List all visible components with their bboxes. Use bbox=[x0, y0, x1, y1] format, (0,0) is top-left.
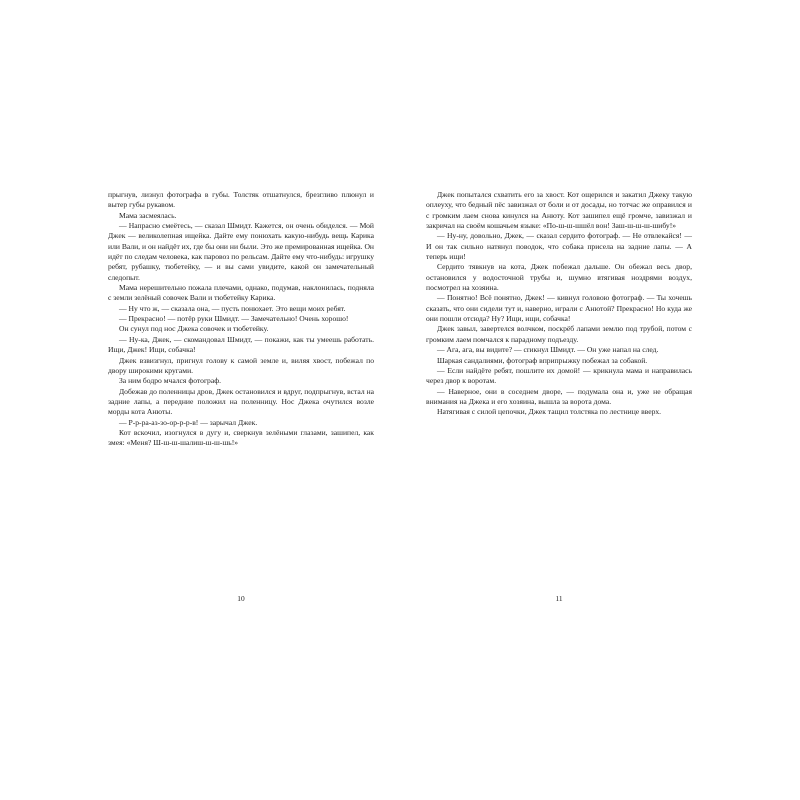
paragraph: — Если найдёте ребят, пошлите их домой! — крикнула мама и направилась через двор к воротам. bbox=[426, 365, 692, 386]
paragraph: — Понятно! Всё понятно, Джек! — кивнул головою фотограф. — Ты хочешь сказать, что они сидели тут и, наверно, играли с Анютой? Прекрасно! Но куда же они пошли отсюда? Ну? Ищи, ищи, собачка! bbox=[426, 293, 692, 324]
paragraph: — Ну-ну, довольно, Джек, — сказал сердито фотограф. — Не отвлекайся! — И он так сильно натянул поводок, что собака присела на задние лапы. — А теперь ищи! bbox=[426, 231, 692, 262]
paragraph: — Наверное, они в соседнем дворе, — подумала она и, уже не обращая внимания на Джека и его хозяина, вышла за ворота дома. bbox=[426, 386, 692, 406]
paragraph: За ним бодро мчался фотограф. bbox=[119, 376, 222, 386]
paragraph: Мама засмеялась. bbox=[119, 210, 177, 220]
page-number-right: 11 bbox=[555, 594, 563, 603]
two-page-spread bbox=[108, 190, 692, 620]
paragraph: Джек попытался схватить его за хвост. Кот ощерился и закатил Джеку такую оплеуху, что бедный пёс завизжал от боли и от досады, но тотчас же оправился и с громким лаем снова кинулся на Анюту. Кот зашипел ещё громче, завизжал и закричал на своём кошачьем языке: «По-ш-ш-шшёл вон! Заш-ш-ш-ш-шибу!» bbox=[426, 190, 692, 231]
paragraph: — Р-р-ра-аз-зо-ор-р-р-в! — зарычал Джек. bbox=[119, 417, 258, 427]
paragraph: — Ну-ка, Джек, — скомандовал Шмидт, — покажи, как ты умеешь работать. Ищи, Джек! Ищи, собачка! bbox=[108, 334, 374, 355]
page-right bbox=[426, 190, 692, 603]
paragraph: — Ага, ага, вы видите? — crикнул Шмидт. — Он уже напал на след. bbox=[437, 345, 659, 355]
paragraph: Мама нерешительно пожала плечами, однако, подумав, наклонилась, подняла с земли зелёный совочек Вали и тюбетейку Карика. bbox=[108, 283, 374, 303]
paragraph: Добежав до поленницы дров, Джек остановился и вдруг, подпрыгнув, встал на задние лапы, а передние положил на поленницу. Нос Джека очутился возле морды кота Анюты. bbox=[108, 386, 374, 417]
paragraph: Сердито тявкнув на кота, Джек побежал дальше. Он обежал весь двор, остановился у водосточной трубы и, шумно втягивая ноздрями воздух, посмотрел на хозяина. bbox=[426, 262, 692, 293]
left-page-text-column bbox=[108, 190, 374, 449]
page-number-left: 10 bbox=[237, 594, 245, 603]
paragraph: — Ну что ж, — сказала она, — пусть понюхает. Это вещи моих ребят. bbox=[119, 303, 346, 313]
paragraph: Натягивая с силой цепочки, Джек тащил толстяка по лестнице вверх. bbox=[437, 407, 662, 417]
right-page-text-column bbox=[426, 190, 692, 418]
paragraph: — Прекрасно! — потёр руки Шмидт. — Замечательно! Очень хорошо! bbox=[119, 314, 349, 324]
paragraph: Шаркая сандалиями, фотограф вприпрыжку побежал за собакой. bbox=[437, 355, 648, 365]
paragraph: — Напрасно смеётесь, — сказал Шмидт. Кажется, он очень обиделся. — Мой Джек — великолепная ищейка. Дайте ему понюхать какую-нибудь вещь Карика или Вали, и он найдёт их, где бы они ни были. Это же премированная ищейка. Он идёт по следам человека, как паровоз по рельсам. Дайте ему что-нибудь: игрушку ребят, рубашку, тюбетейку, — и вы сами увидите, какой он замечательный следопыт. bbox=[108, 221, 374, 282]
paragraph: Джек взвизгнул, пригнул голову к самой земле и, виляя хвост, побежал по двору широкими кругами. bbox=[108, 355, 374, 375]
paragraph: Он сунул под нос Джека совочек и тюбетейку. bbox=[119, 324, 269, 334]
paragraph: Джек завыл, завертелся волчком, поскрёб лапами землю под трубой, потом с громким лаем помчался к парадному подъезду. bbox=[426, 324, 692, 344]
page-left bbox=[108, 190, 374, 603]
paragraph: прыгнув, лизнул фотографа в губы. Толстяк отшатнулся, брезгливо плюнул и вытер губы рукавом. bbox=[108, 190, 374, 210]
paragraph: Кот вскочил, изогнулся в дугу и, сверкнув зелёными глазами, зашипел, как змея: «Меня? Ш-ш-ш-шалиш-ш-ш-шь!» bbox=[108, 427, 374, 448]
